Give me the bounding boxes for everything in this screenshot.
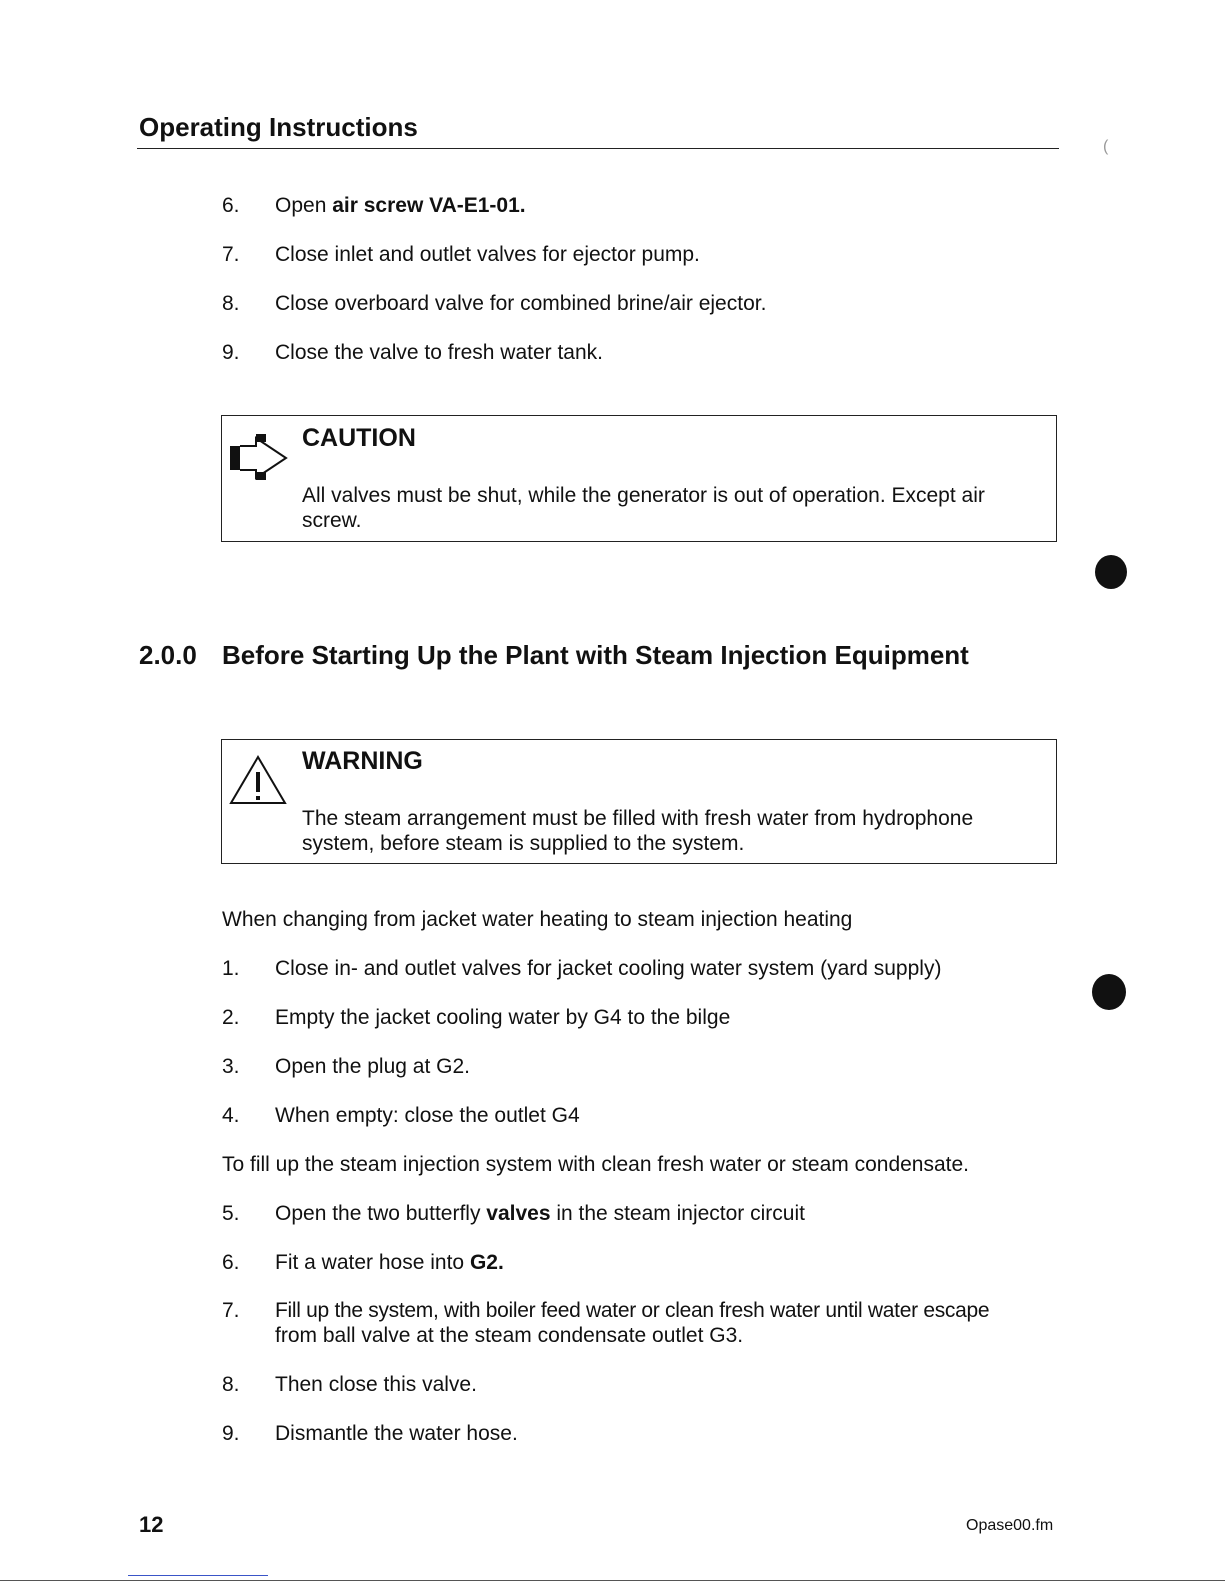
caution-body: All valves must be shut, while the generator is out of operation. Except air screw. [302, 484, 985, 532]
binder-hole-mark [1092, 974, 1126, 1010]
warning-box [221, 739, 1057, 864]
step-text: Open the two butterfly valves in the steam injector circuit [275, 1202, 805, 1225]
step-number: 5. [222, 1202, 240, 1225]
step-number: 8. [222, 1373, 240, 1396]
step-text: Fit a water hose into G2. [275, 1251, 504, 1274]
section-title: Before Starting Up the Plant with Steam Injection Equipment [222, 640, 969, 670]
step-number: 4. [222, 1104, 240, 1127]
step-text: Close in- and outlet valves for jacket cooling water system (yard supply) [275, 957, 942, 980]
warning-triangle-icon [228, 754, 288, 806]
caution-title: CAUTION [302, 424, 416, 452]
step-text: Empty the jacket cooling water by G4 to the bilge [275, 1006, 731, 1029]
step-number: 7. [222, 243, 240, 266]
bottom-link-underline [128, 1575, 268, 1576]
step-text: Close inlet and outlet valves for ejector pump. [275, 243, 700, 266]
hand-pointer-icon [228, 430, 292, 484]
page-header-title: Operating Instructions [139, 112, 418, 142]
step-text: Fill up the system, with boiler feed water or clean fresh water until water escape [275, 1299, 990, 1322]
binder-hole-mark [1095, 555, 1127, 589]
margin-mark: ( [1103, 138, 1109, 155]
step-text: Close the valve to fresh water tank. [275, 341, 603, 364]
page-number: 12 [139, 1512, 164, 1537]
section-number: 2.0.0 [139, 640, 197, 670]
step-text-continuation: from ball valve at the steam condensate outlet G3. [275, 1324, 744, 1347]
step-number: 7. [222, 1299, 240, 1322]
warning-body: The steam arrangement must be filled with fresh water from hydrophone system, before steam is supplied to the system. [302, 807, 974, 855]
header-rule [137, 148, 1059, 149]
footer-filename: Opase00.fm [966, 1517, 1054, 1534]
step-text: Close overboard valve for combined brine/air ejector. [275, 292, 767, 315]
step-number: 3. [222, 1055, 240, 1078]
intro-paragraph: When changing from jacket water heating to steam injection heating [222, 908, 853, 931]
step-number: 2. [222, 1006, 240, 1029]
step-number: 1. [222, 957, 240, 980]
step-number: 8. [222, 292, 240, 315]
step-text: When empty: close the outlet G4 [275, 1104, 580, 1127]
step-text: Dismantle the water hose. [275, 1422, 518, 1445]
caution-box [221, 415, 1057, 542]
step-text: Then close this valve. [275, 1373, 477, 1396]
step-text: Open air screw VA-E1-01. [275, 194, 526, 217]
step-number: 9. [222, 341, 240, 364]
step-number: 6. [222, 1251, 240, 1274]
warning-title: WARNING [302, 747, 423, 775]
fill-paragraph: To fill up the steam injection system with clean fresh water or steam condensate. [222, 1153, 970, 1176]
step-text: Open the plug at G2. [275, 1055, 470, 1078]
step-number: 9. [222, 1422, 240, 1445]
bottom-edge-line [0, 1580, 1225, 1581]
step-number: 6. [222, 194, 240, 217]
